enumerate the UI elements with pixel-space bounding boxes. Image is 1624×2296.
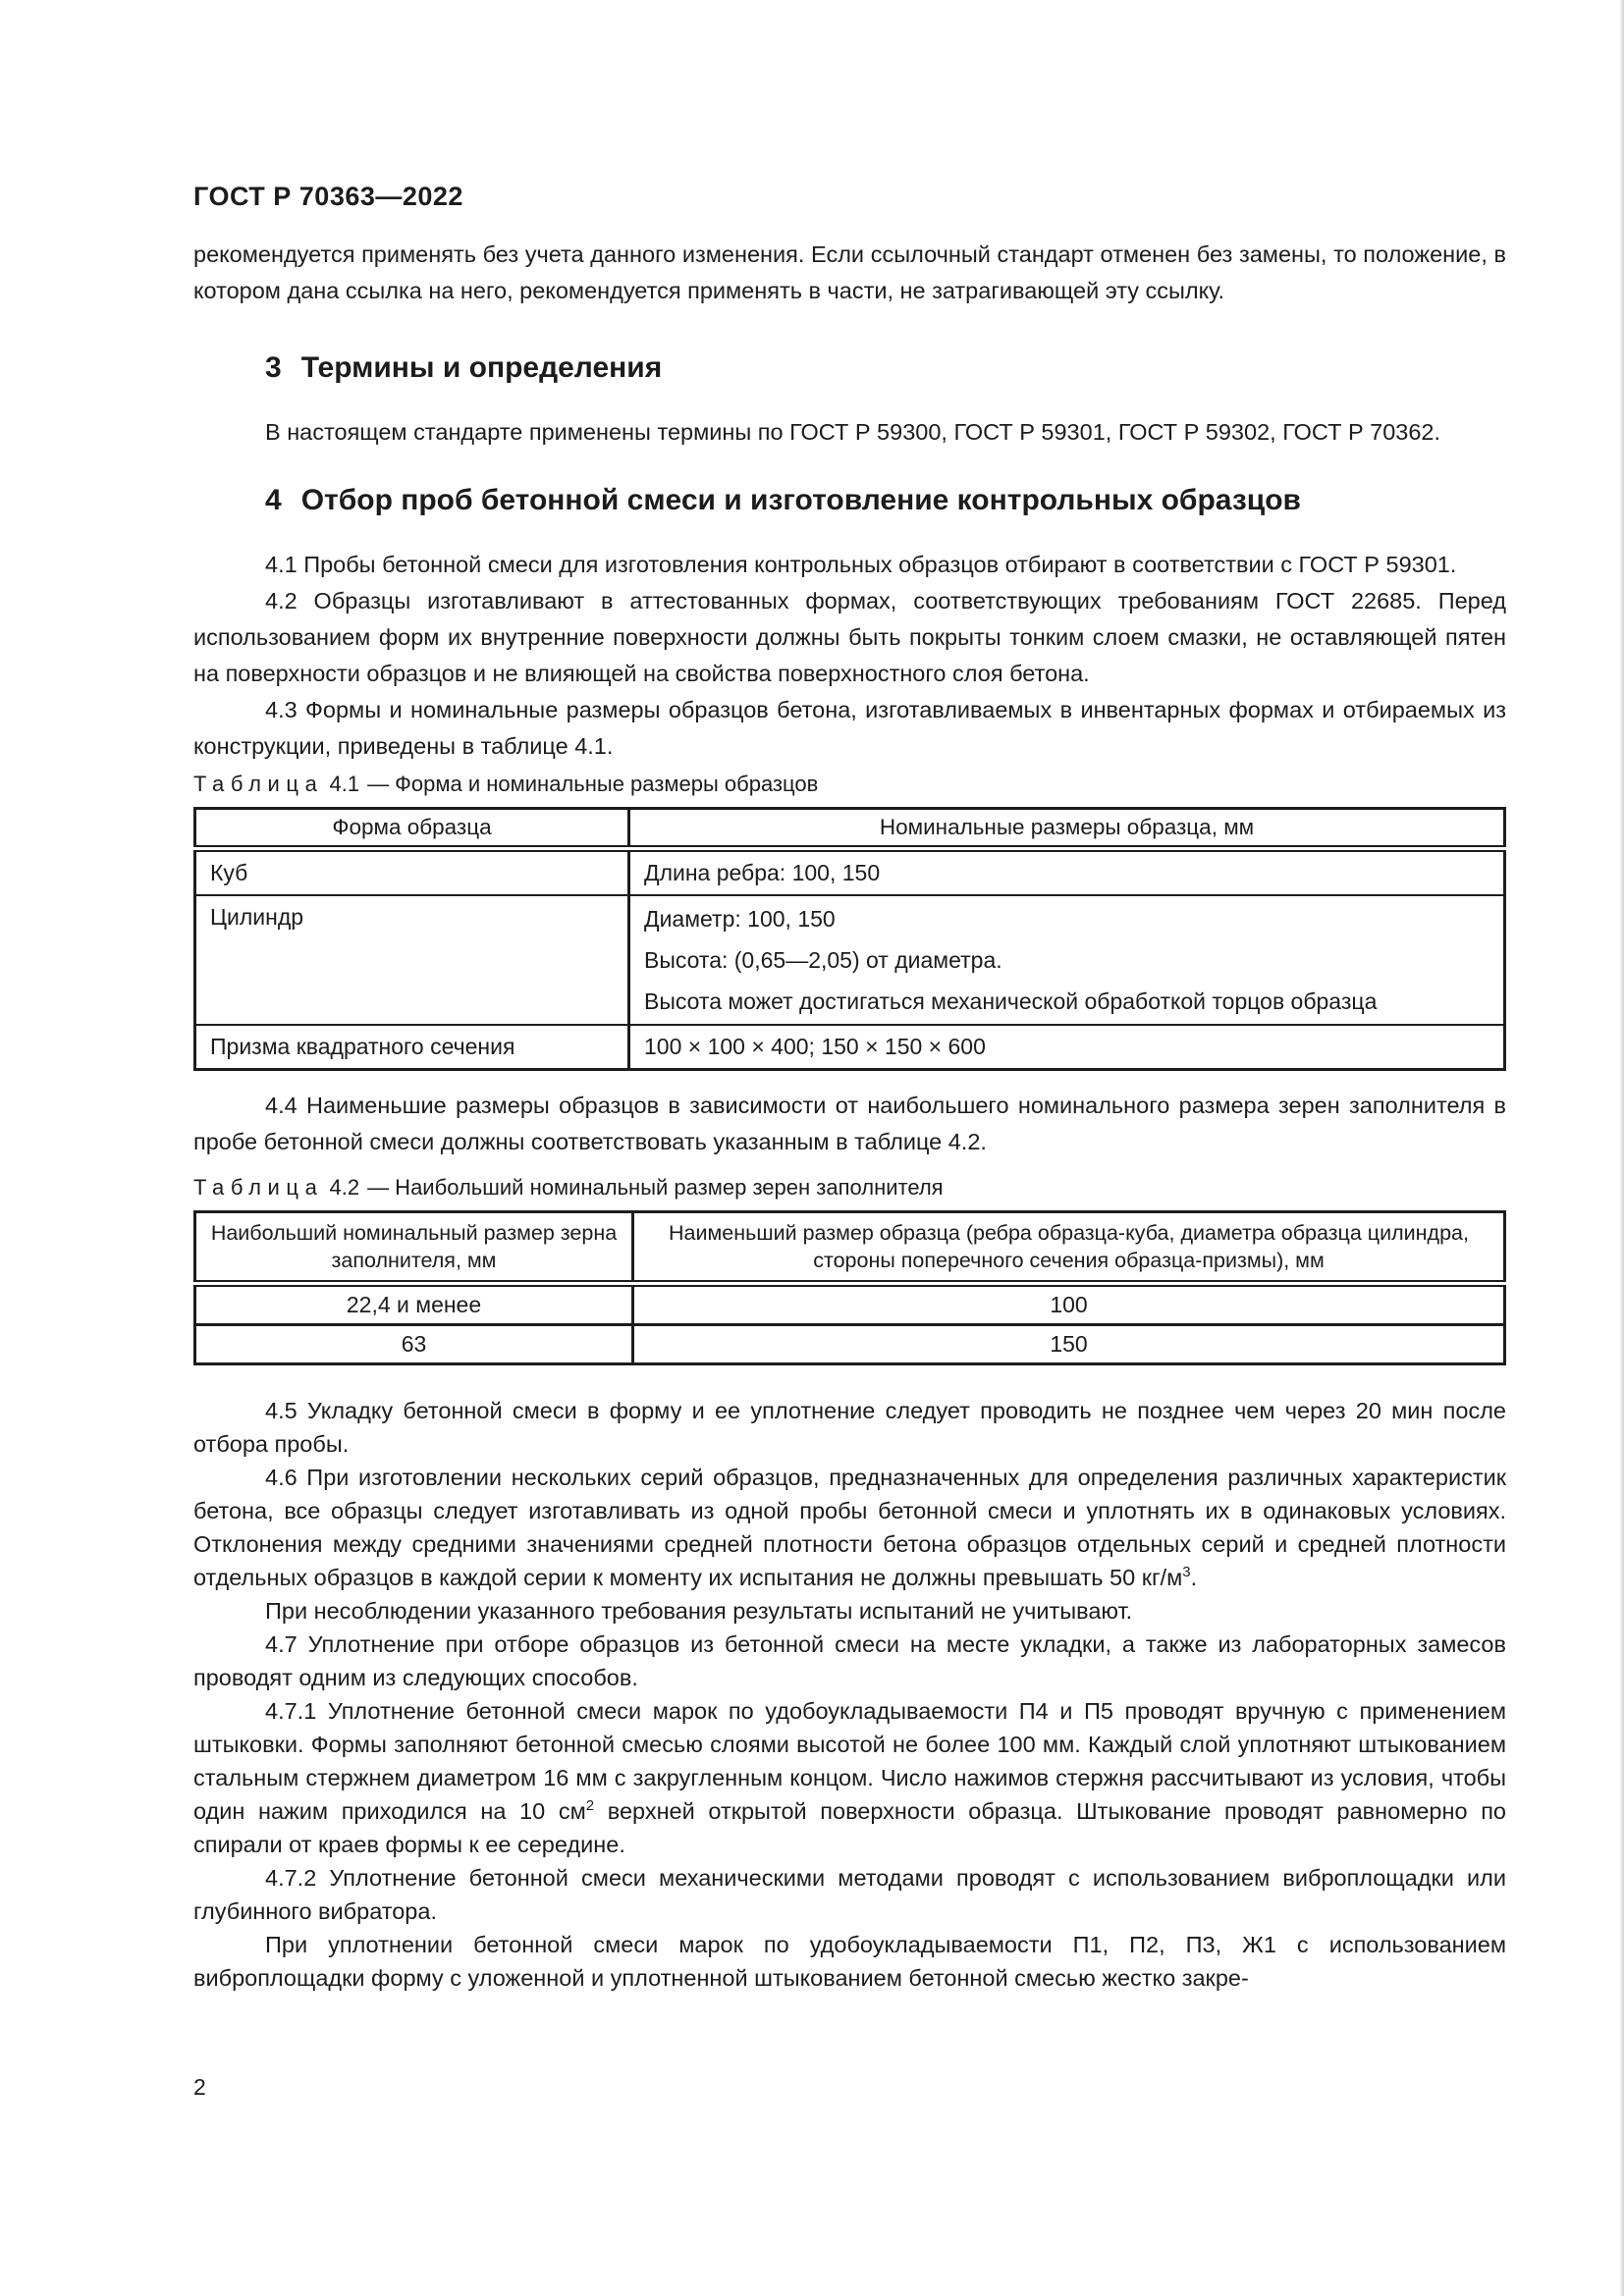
intro-paragraph: рекомендуется применять без учета данного изменения. Если ссылочный стандарт отменен без замены, то положение, в котором дана ссылка на него, рекомендуется применять в части, не затрагивающей эту ссылку. [193, 241, 1506, 303]
paragraph-4-6 [193, 1461, 1506, 1594]
section-3-paragraph: В настоящем стандарте применены термины по ГОСТ Р 59300, ГОСТ Р 59301, ГОСТ Р 59302, ГОСТ Р 70362. [265, 419, 1441, 445]
running-header: ГОСТ Р 70363—2022 [193, 182, 463, 211]
paragraph-4-7: 4.7 Уплотнение при отборе образцов из бетонной смеси на месте укладки, а также из лабораторных замесов проводят одним из следующих способов. [193, 1631, 1506, 1690]
paragraph-4-7-1-text: 4.7.1 Уплотнение бетонной смеси марок по удобоукладываемости П4 и П5 проводят вручную с применением штыковки. Формы заполняют бетонной смесью слоями высотой не более 100 мм. Каждый слой уплотняют штыкованием стальным стержнем диаметром 16 мм с закругленным концом. Число нажимов стержня рассчитывают из условия, чтобы один нажим приходился на 10 см [193, 1698, 1506, 1824]
paragraph-4-7-2-continued: При уплотнении бетонной смеси марок по удобоукладываемости П1, П2, П3, Ж1 с использованием виброплощадки форму с уложенной и уплотненной штыкованием бетонной смесью жестко закре- [193, 1932, 1506, 1991]
paragraph-4-7-2: 4.7.2 Уплотнение бетонной смеси механическими методами проводят с использованием виброплощадки или глубинного вибратора. [193, 1865, 1506, 1924]
paragraph-4-2: 4.2 Образцы изготавливают в аттестованных формах, соответствующих требованиям ГОСТ 22685. Перед использованием форм их внутренние поверхности должны быть покрыты тонким слоем смазки, не оставляющей пятен на поверхности образцов и не влияющей на свойства поверхностного слоя бетона. [193, 588, 1506, 686]
paragraph-4-1: 4.1 Пробы бетонной смеси для изготовления контрольных образцов отбирают в соответствии с ГОСТ Р 59301. [265, 552, 1457, 577]
table-4-2 [193, 1210, 1506, 1365]
table-cell-grain: 22,4 и менее [195, 1284, 633, 1325]
table-row [195, 849, 1505, 896]
table-row [195, 1025, 1505, 1070]
table-4-1-header-shape: Форма образца [195, 809, 629, 849]
table-cell-size: Высота: (0,65—2,05) от диаметра. [644, 947, 1002, 973]
table-cell-size: Высота может достигаться механической обработкой торцов образца [644, 988, 1378, 1014]
section-4-title: Отбор проб бетонной смеси и изготовление контрольных образцов [300, 484, 1301, 516]
table-cell-shape: Цилиндр [210, 904, 304, 930]
table-4-1-caption-word: Таблица [193, 772, 324, 796]
paragraph-4-7-1-tail: верхней открытой поверхности образца. Штыкование проводят равномерно по спирали от краев формы к ее середине. [193, 1798, 1506, 1857]
table-cell-shape: Призма квадратного сечения [210, 1034, 515, 1059]
table-cell-size: Диаметр: 100, 150 [644, 906, 836, 932]
table-row [195, 1284, 1505, 1325]
page-content [193, 182, 1506, 1995]
table-4-1-caption-number: 4.1 [329, 772, 360, 796]
paragraph-4-7-1 [193, 1694, 1506, 1861]
table-4-1-caption [193, 772, 1506, 797]
table-cell-size: Длина ребра: 100, 150 [644, 860, 881, 885]
table-cell-specimen: 150 [633, 1325, 1505, 1364]
table-4-1-header-row [195, 809, 1505, 849]
table-row [195, 1325, 1505, 1364]
table-cell-size: 100 × 100 × 400; 150 × 150 × 600 [644, 1034, 986, 1059]
table-4-2-caption-title: — Наибольший номинальный размер зерен заполнителя [367, 1175, 944, 1200]
table-cell-grain: 63 [195, 1325, 633, 1364]
superscript-2: 2 [585, 1797, 595, 1815]
table-4-1-header-sizes: Номинальные размеры образца, мм [629, 809, 1505, 849]
table-cell-specimen: 100 [633, 1284, 1505, 1325]
section-4-heading [193, 481, 1506, 520]
section-4-lower-block [193, 1394, 1506, 1995]
table-4-2-caption-word: Таблица [193, 1175, 324, 1200]
paragraph-4-4: 4.4 Наименьшие размеры образцов в зависимости от наибольшего номинального размера зерен заполнителя в пробе бетонной смеси должны соответствовать указанным в таблице 4.2. [193, 1093, 1506, 1154]
page-number: 2 [193, 2074, 206, 2100]
table-4-1 [193, 807, 1506, 1071]
table-4-2-header-row [195, 1212, 1505, 1284]
paragraph-4-6-tail: . [1190, 1565, 1198, 1590]
table-4-2-header-grain: Наибольший номинальный размер зерна заполнителя, мм [195, 1212, 633, 1284]
paragraph-4-6-note: При несоблюдении указанного требования результаты испытаний не учитывают. [265, 1598, 1133, 1624]
section-4-number: 4 [265, 484, 282, 516]
paragraph-4-5: 4.5 Укладку бетонной смеси в форму и ее уплотнение следует проводить не позднее чем через 20 мин после отбора пробы. [193, 1398, 1506, 1457]
section-3-title: Термины и определения [300, 351, 663, 384]
section-3-number: 3 [265, 351, 282, 384]
superscript-3: 3 [1182, 1564, 1191, 1581]
paragraph-4-3: 4.3 Формы и номинальные размеры образцов бетона, изготавливаемых в инвентарных формах и отбираемых из конструкции, приведены в таблице 4.1. [193, 697, 1506, 759]
table-4-2-header-specimen: Наименьший размер образца (ребра образца-куба, диаметра образца цилиндра, стороны поперечного сечения образца-призмы), мм [633, 1212, 1505, 1284]
table-4-2-caption-number: 4.2 [329, 1175, 360, 1200]
table-row [195, 895, 1505, 1025]
table-4-2-caption [193, 1175, 1506, 1201]
table-4-1-caption-title: — Форма и номинальные размеры образцов [367, 772, 819, 796]
paragraph-4-6-text: 4.6 При изготовлении нескольких серий образцов, предназначенных для определения различных характеристик бетона, все образцы следует изготавливать из одной пробы бетонной смеси и уплотнять их в одинаковых условиях. Отклонения между средними значениями средней плотности бетона образцов отдельных серий и средней плотности отдельных образцов в каждой серии к моменту их испытания не должны превышать 50 кг/м [193, 1465, 1506, 1590]
section-3-heading [193, 348, 1506, 388]
table-cell-shape: Куб [210, 860, 248, 885]
